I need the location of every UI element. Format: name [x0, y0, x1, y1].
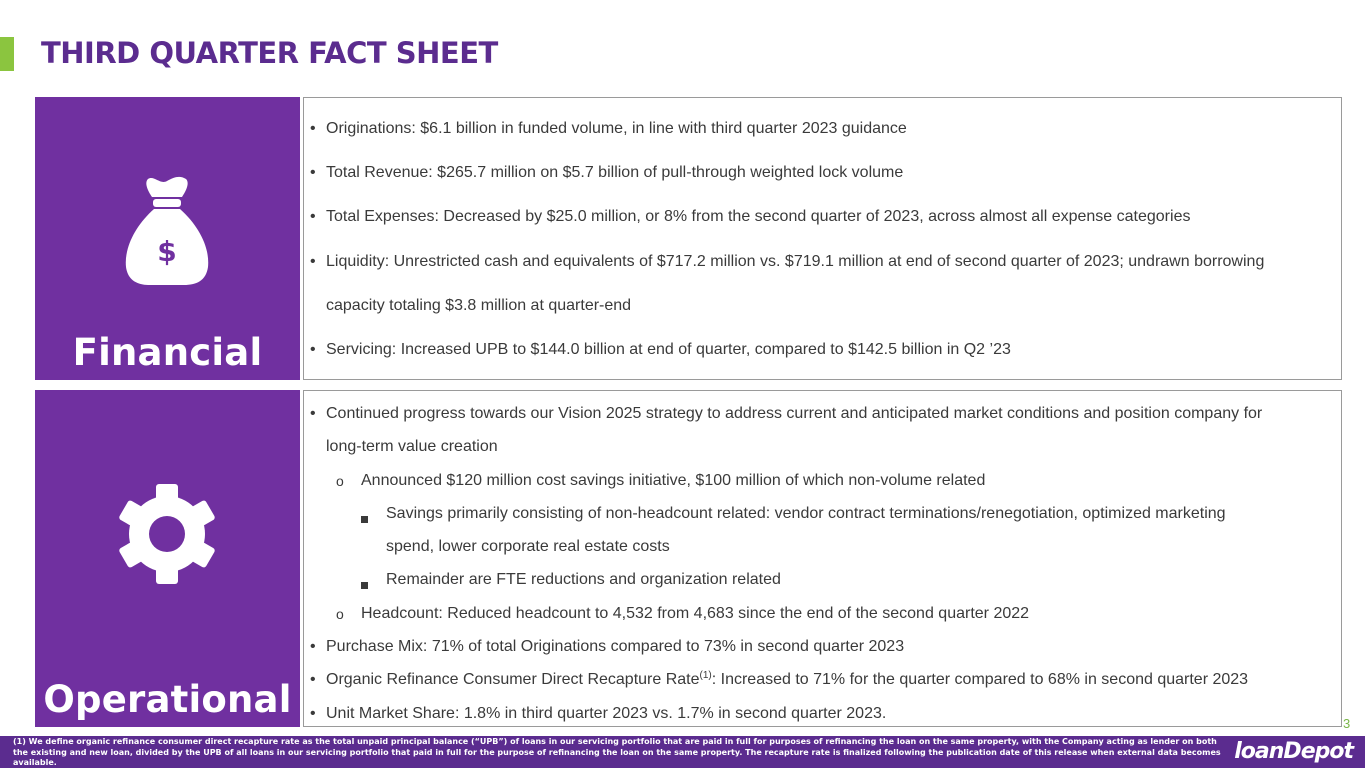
bullet-marker: •	[310, 120, 316, 137]
recapture-text-cont: : Increased to 71% for the quarter compared to 68% in second quarter 2023	[711, 671, 1249, 688]
financial-bullet-liquidity: Liquidity: Unrestricted cash and equivalents of $717.2 million vs. $719.1 million at end of second quarter of 2023; undrawn borrowing	[326, 253, 1265, 270]
square-bullet-marker	[361, 510, 368, 528]
operational-bullet-recapture	[326, 670, 1248, 690]
financial-bullet-expenses: Total Expenses: Decreased by $25.0 million, or 8% from the second quarter of 2023, across almost all expense categories	[326, 208, 1191, 225]
operational-bullet-purchase-mix: Purchase Mix: 71% of total Originations compared to 73% in second quarter 2023	[326, 638, 905, 655]
footer-bar	[0, 736, 1365, 768]
operational-sub-cost-savings: Announced $120 million cost savings initiative, $100 million of which non-volume related	[361, 472, 986, 489]
operational-panel	[303, 390, 1342, 727]
page-number: 3	[1343, 716, 1351, 731]
sub-bullet-marker: o	[336, 606, 344, 622]
operational-subsub-remainder: Remainder are FTE reductions and organization related	[386, 571, 781, 588]
operational-bullet-market-share: Unit Market Share: 1.8% in third quarter 2023 vs. 1.7% in second quarter 2023.	[326, 705, 887, 722]
money-bag-icon	[124, 175, 210, 287]
operational-subsub-savings: Savings primarily consisting of non-headcount related: vendor contract terminations/renegotiation, optimized marketing	[386, 505, 1226, 522]
operational-label: Operational	[43, 678, 292, 721]
recapture-text: Organic Refinance Consumer Direct Recapture Rate	[326, 671, 700, 688]
bullet-marker: •	[310, 671, 316, 688]
footnote: (1) We define organic refinance consumer direct recapture rate as the total unpaid principal balance (“UPB”) of loans in our servicing portfolio that are paid in full for purposes of refinancing the loan on the same property, with the Company acting as lender on both the existing and new loan, divided by the UPB of all loans in our servicing portfolio that paid in full for the purpose of refinancing the loan on the same property. The recapture rate is finalized following the publication date of this release when external data becomes available.	[13, 737, 1221, 767]
bullet-marker: •	[310, 208, 316, 225]
financial-tile	[35, 97, 300, 380]
operational-bullet-vision: Continued progress towards our Vision 2025 strategy to address current and anticipated market conditions and position company for	[326, 405, 1263, 422]
square-bullet-marker	[361, 576, 368, 594]
svg-text:$: $	[157, 235, 177, 268]
financial-bullet-revenue: Total Revenue: $265.7 million on $5.7 billion of pull-through weighted lock volume	[326, 164, 904, 181]
financial-panel	[303, 97, 1342, 380]
operational-sub-headcount: Headcount: Reduced headcount to 4,532 from 4,683 since the end of the second quarter 2022	[361, 605, 1030, 622]
financial-label: Financial	[72, 331, 263, 374]
operational-bullet-vision-cont: long-term value creation	[326, 438, 498, 455]
financial-bullet-originations: Originations: $6.1 billion in funded volume, in line with third quarter 2023 guidance	[326, 120, 907, 137]
title-accent-bar	[0, 37, 14, 71]
bullet-marker: •	[310, 341, 316, 358]
bullet-marker: •	[310, 164, 316, 181]
page-title: THIRD QUARTER FACT SHEET	[41, 36, 498, 70]
bullet-marker: •	[310, 253, 316, 270]
bullet-marker: •	[310, 405, 316, 422]
loandepot-logo: loanDepot	[1234, 739, 1353, 764]
operational-tile	[35, 390, 300, 727]
gear-icon	[115, 482, 219, 586]
bullet-marker: •	[310, 705, 316, 722]
bullet-marker: •	[310, 638, 316, 655]
footnote-ref: (1)	[699, 670, 712, 681]
financial-bullet-liquidity-cont: capacity totaling $3.8 million at quarter-end	[326, 297, 632, 314]
sub-bullet-marker: o	[336, 473, 344, 489]
financial-bullet-servicing: Servicing: Increased UPB to $144.0 billion at end of quarter, compared to $142.5 billion in Q2 ’23	[326, 341, 1011, 358]
operational-subsub-savings-cont: spend, lower corporate real estate costs	[386, 538, 670, 555]
